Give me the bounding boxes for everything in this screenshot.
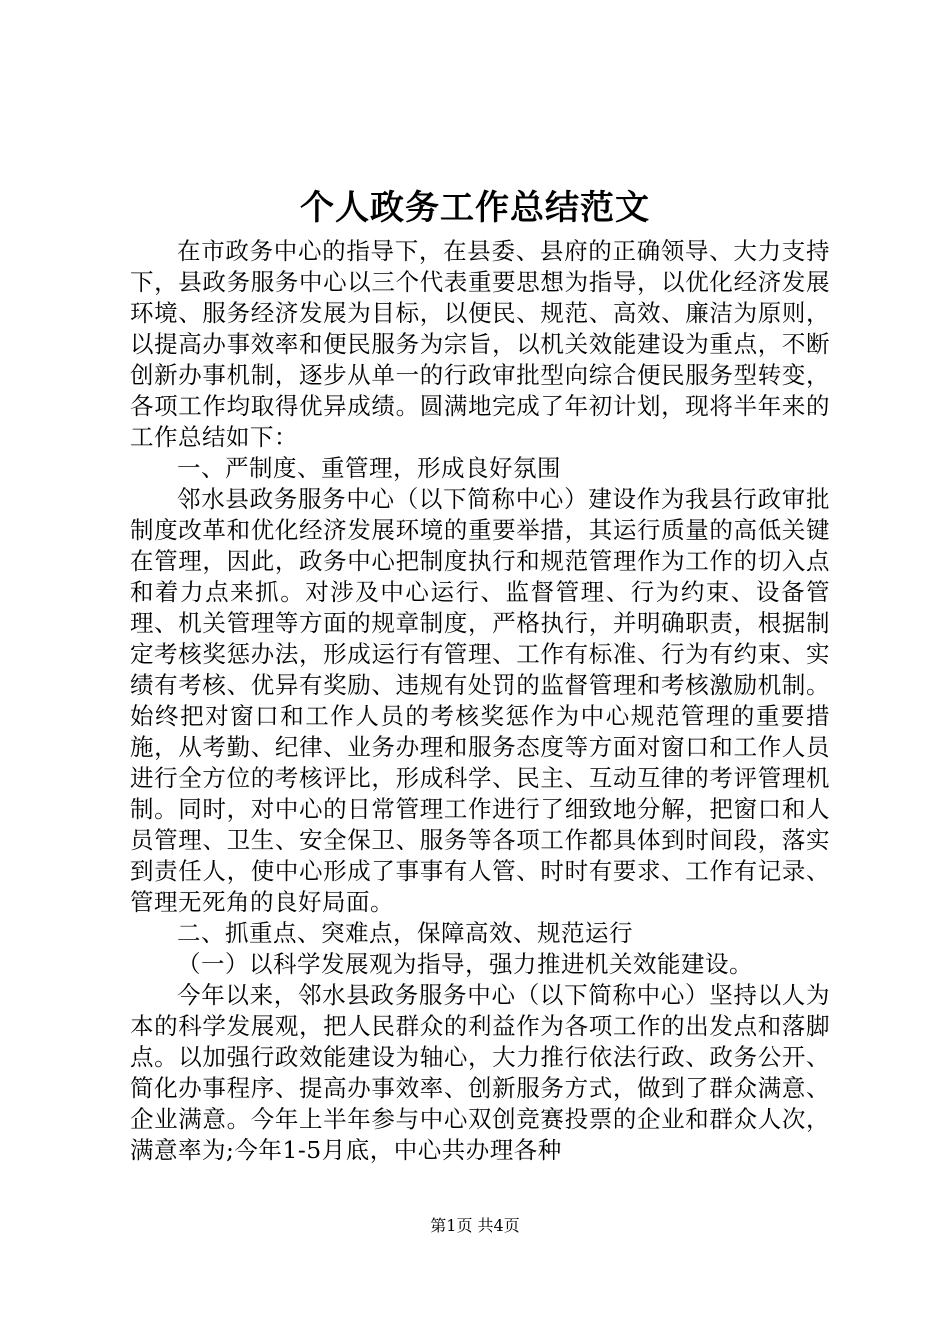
section-heading-2: 二、抓重点、突难点，保障高效、规范运行 [177,919,633,947]
subsection-heading-1: （一）以科学发展观为指导，强力推进机关效能建设。 [177,950,753,978]
intro-paragraph: 在市政务中心的指导下，在县委、县府的正确领导、大力支持下，县政务服务中心以三个代表重要思想为指导，以优化经济发展环境、服务经济发展为目标，以便民、规范、高效、廉洁为原则，以提高办事效率和便民服务为宗旨，以机关效能建设为重点，不断创新办事机制，逐步从单一的行政审批型向综合便民服务型转变，各项工作均取得优异成绩。圆满地完成了年初计划，现将半年来的工作总结如下： [130,237,830,451]
section-1-paragraph: 邻水县政务服务中心（以下简称中心）建设作为我县行政审批制度改革和优化经济发展环境的重要举措，其运行质量的高低关键在管理，因此，政务中心把制度执行和规范管理作为工作的切入点和着力点来抓。对涉及中心运行、监督管理、行为约束、设备管理、机关管理等方面的规章制度，严格执行，并明确职责，根据制定考核奖惩办法，形成运行有管理、工作有标准、行为有约束、实绩有考核、优异有奖励、违规有处罚的监督管理和考核激励机制。始终把对窗口和工作人员的考核奖惩作为中心规范管理的重要措施，从考勤、纪律、业务办理和服务态度等方面对窗口和工作人员进行全方位的考核评比，形成科学、民主、互动互律的考评管理机制。同时，对中心的日常管理工作进行了细致地分解，把窗口和人员管理、卫生、安全保卫、服务等各项工作都具体到时间段，落实到责任人，使中心形成了事事有人管、时时有要求、工作有记录、管理无死角的良好局面。 [130,485,830,916]
document-title: 个人政务工作总结范文 [300,188,650,228]
document-body [130,236,830,1166]
subsection-1-paragraph: 今年以来，邻水县政务服务中心（以下简称中心）坚持以人为本的科学发展观，把人民群众的利益作为各项工作的出发点和落脚点。以加强行政效能建设为轴心，大力推行依法行政、政务公开、简化办事程序、提高办事效率、创新服务方式，做到了群众满意、企业满意。今年上半年参与中心双创竞赛投票的企业和群众人次，满意率为;今年1-5月底，中心共办理各种 [130,981,830,1164]
section-heading-1: 一、严制度、重管理，形成良好氛围 [177,454,561,482]
page-footer: 第1页 共4页 [430,1216,520,1235]
